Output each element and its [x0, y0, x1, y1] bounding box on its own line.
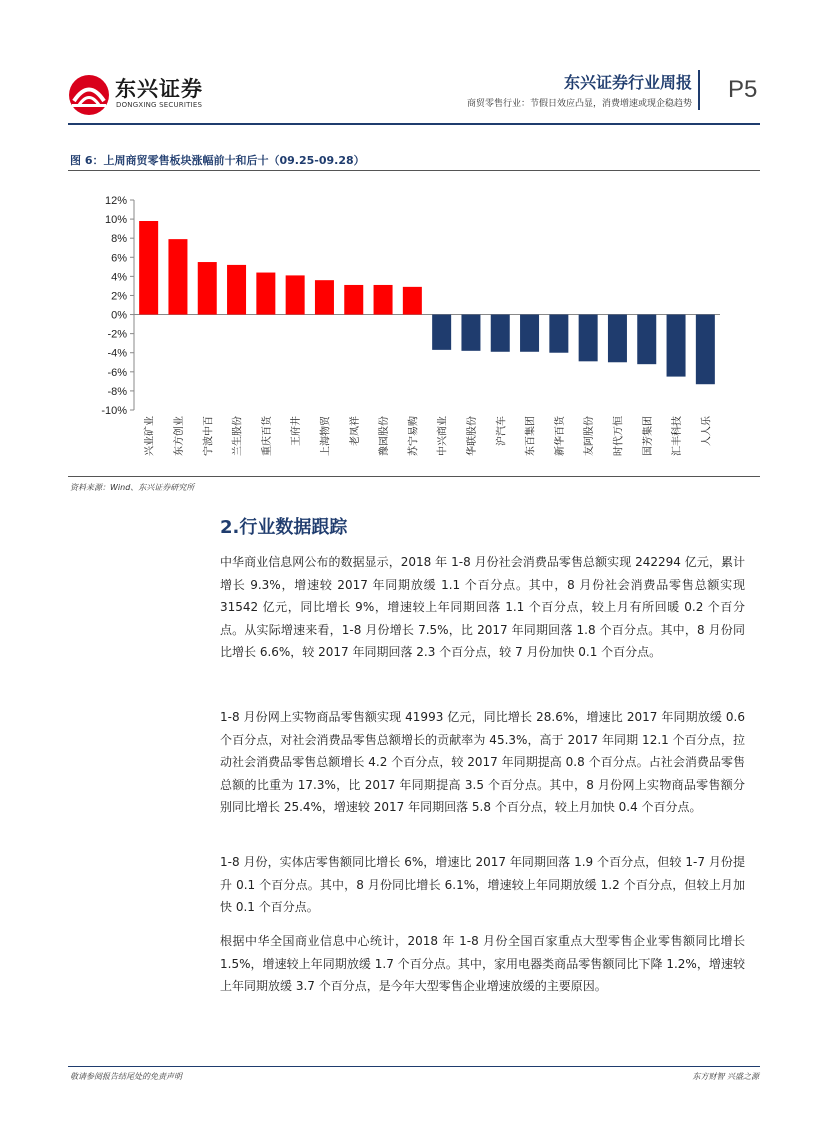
x-tick-label: 王府井 — [291, 416, 303, 446]
bar — [637, 315, 656, 365]
y-tick-label: 8% — [111, 233, 127, 246]
bar — [168, 239, 187, 314]
x-tick-label: 兰生股份 — [232, 416, 244, 456]
bar — [461, 315, 480, 351]
x-tick-label: 国芳集团 — [642, 416, 654, 456]
figure-source: 资料来源：Wind、东兴证券研究所 — [70, 483, 195, 492]
report-series-title: 东兴证券行业周报 — [563, 73, 692, 92]
x-tick-label: 友阿股份 — [584, 416, 596, 456]
y-tick-label: 4% — [111, 271, 127, 284]
bar — [608, 315, 627, 363]
y-tick-label: 0% — [111, 309, 127, 322]
bar — [667, 315, 686, 377]
header-divider — [698, 70, 700, 110]
x-tick-label: 老凤祥 — [349, 416, 361, 446]
bar — [579, 315, 598, 362]
y-tick-label: -4% — [107, 347, 127, 360]
figure-top-rule — [68, 170, 760, 171]
bar — [315, 280, 334, 314]
x-tick-label: 中兴商业 — [437, 416, 449, 456]
x-tick-label: 人人乐 — [701, 416, 713, 446]
footer-disclaimer: 敬请参阅报告结尾处的免责声明 — [70, 1072, 182, 1081]
y-tick-label: -2% — [107, 328, 127, 341]
bar — [256, 273, 275, 315]
x-tick-label: 新华百货 — [554, 415, 566, 456]
x-tick-label: 汇丰科技 — [672, 416, 684, 456]
bars — [139, 221, 715, 384]
bar — [198, 262, 217, 315]
section-title: 2.行业数据跟踪 — [220, 517, 348, 538]
bar — [696, 315, 715, 385]
x-tick-label: 上海物贸 — [320, 416, 332, 456]
y-tick-label: -10% — [101, 405, 127, 417]
paragraph: 1-8 月份，实体店零售额同比增长 6%，增速比 2017 年同期回落 1.9 个百分点，但较 1-7 月份提升 0.1 个百分点。其中，8 月份同比增长 6.1%，增速较上年同期放缓 1.2 个百分点，但较上月加快 0.1 个百分点。 — [220, 855, 745, 914]
x-tick-label: 苏宁易购 — [408, 416, 420, 456]
bar — [286, 275, 305, 314]
x-tick-label: 东方创业 — [173, 416, 185, 456]
paragraph: 中华商业信息网公布的数据显示，2018 年 1-8 月份社会消费品零售总额实现 242294 亿元，累计增长 9.3%，增速较 2017 年同期放缓 1.1 个百分点。其中，8 月份社会消费品零售总额实现 31542 亿元，同比增长 9%，增速较上年同期回落 1.1 个百分点，较上月有所回暖 0.2 个百分点。从实际增速来看，1-8 月份增长 7.5%，比 2017 年同期回落 1.8 个百分点。其中，8 月份同比增长 6.6%，较 2017 年同期回落 2.3 个百分点，较 7 月份加快 0.1 个百分点。 — [220, 555, 745, 659]
x-tick-label: 豫园股份 — [379, 416, 391, 456]
bar-chart — [68, 180, 760, 472]
x-axis-labels — [143, 415, 713, 456]
logo-name-cn: 东兴证券 — [115, 77, 203, 101]
bar — [374, 285, 393, 315]
x-tick-label: 兴业矿业 — [144, 416, 156, 456]
x-tick-label: 沪汽车 — [496, 416, 508, 446]
x-tick-label: 宁波中百 — [203, 416, 215, 456]
y-tick-label: -8% — [107, 385, 127, 398]
report-subtitle: 商贸零售行业：节假日效应凸显，消费增速或现企稳趋势 — [466, 99, 692, 109]
bar — [227, 265, 246, 315]
y-tick-label: 10% — [104, 214, 127, 227]
logo-name-en: DONGXING SECURITIES — [116, 101, 203, 109]
company-logo-icon — [68, 74, 110, 116]
x-tick-label: 重庆百货 — [261, 416, 273, 456]
page-number: P5 — [728, 76, 758, 103]
footer-slogan: 东方财智 兴盛之源 — [692, 1072, 759, 1081]
paragraph: 根据中华全国商业信息中心统计，2018 年 1-8 月份全国百家重点大型零售企业零售额同比增长 1.5%，增速较上年同期放缓 1.7 个百分点。其中，家用电器类商品零售额同比下降 1.2%，增速较上年同期放缓 3.7 个百分点，是今年大型零售企业增速放缓的主要原因。 — [220, 934, 745, 993]
y-tick-label: 12% — [104, 195, 127, 207]
figure-bottom-rule — [68, 476, 760, 477]
bar — [403, 287, 422, 315]
bar — [139, 221, 158, 315]
header-rule — [68, 123, 760, 125]
paragraph: 1-8 月份网上实物商品零售额实现 41993 亿元，同比增长 28.6%，增速比 2017 年同期放缓 0.6 个百分点，对社会消费品零售总额增长的贡献率为 45.3%，高于 2017 年同期 12.1 个百分点，拉动社会消费品零售总额增长 4.2 个百分点，较 2017 年同期提高 0.8 个百分点。占社会消费品零售总额的比重为 17.3%，比 2017 年同期提高 3.5 个百分点。其中，8 月份网上实物商品零售额分别同比增长 25.4%，增速较 2017 年同期回落 5.8 个百分点，较上月加快 0.4 个百分点。 — [220, 710, 745, 814]
footer-rule — [68, 1066, 760, 1067]
bar — [491, 315, 510, 352]
bar — [432, 315, 451, 350]
x-tick-label: 时代万恒 — [613, 416, 625, 456]
bar — [520, 315, 539, 352]
y-tick-label: 6% — [111, 252, 127, 265]
x-tick-label: 华联股份 — [466, 416, 478, 456]
figure-title: 图 6：上周商贸零售板块涨幅前十和后十（09.25-09.28） — [70, 154, 365, 167]
x-tick-label: 东百集团 — [525, 416, 537, 456]
bar — [344, 285, 363, 315]
y-tick-label: 2% — [111, 290, 127, 303]
bar — [549, 315, 568, 353]
y-tick-label: -6% — [107, 366, 127, 379]
